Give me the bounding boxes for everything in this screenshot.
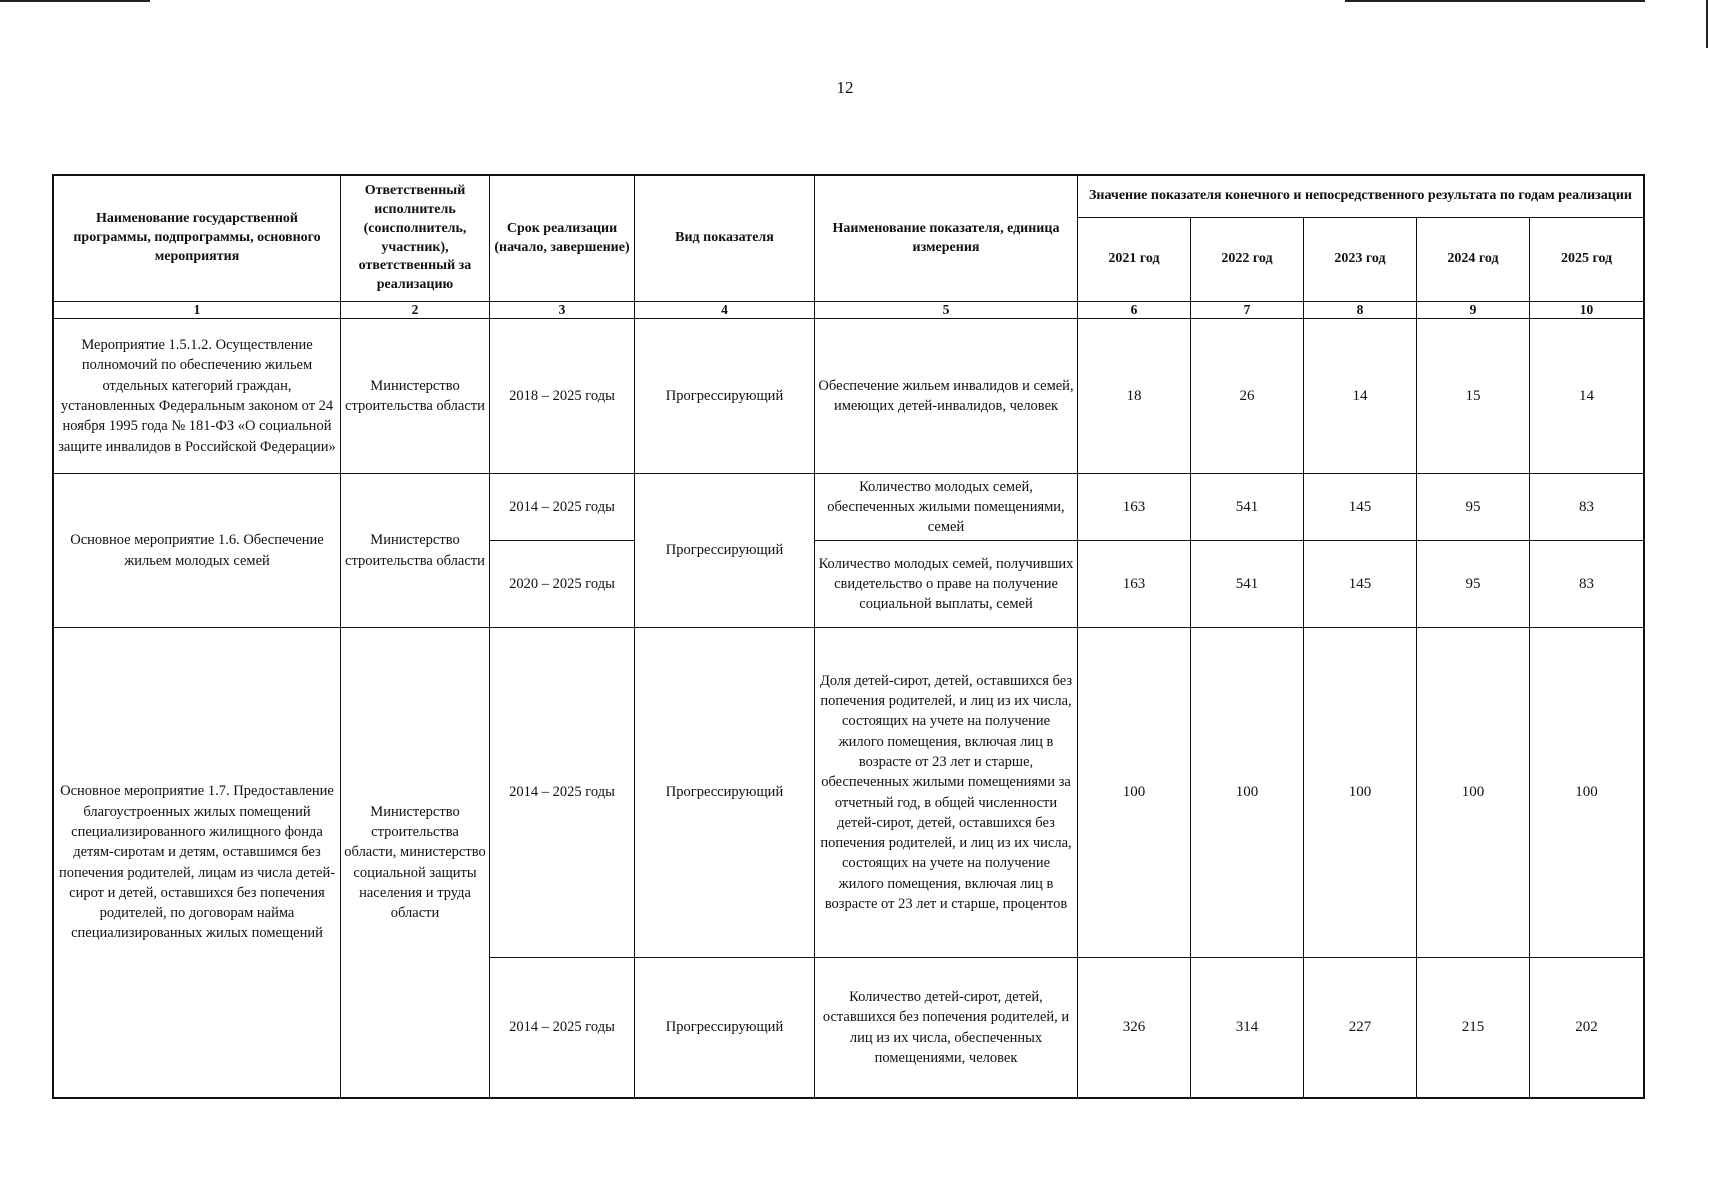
value-2024-cell: 215	[1417, 958, 1530, 1098]
value-2023-cell: 100	[1304, 628, 1417, 958]
header-values-group: Значение показателя конечного и непосредственного результата по годам реализации	[1078, 176, 1644, 218]
period-cell: 2020 – 2025 годы	[490, 541, 635, 628]
column-number: 2	[341, 302, 490, 319]
program-name-cell: Основное мероприятие 1.7. Предоставление благоустроенных жилых помещений специализированного жилищного фонда детям-сиротам и детям, оставшимся без попечения родителей, лицам из числа детей-сирот и детей, оставшихся без попечения родителей, по договорам найма специализированных жилых помещений	[54, 628, 341, 1098]
value-2024-cell: 95	[1417, 474, 1530, 541]
column-number: 9	[1417, 302, 1530, 319]
table-row	[54, 628, 1644, 958]
period-cell: 2018 – 2025 годы	[490, 319, 635, 474]
value-2021-cell: 326	[1078, 958, 1191, 1098]
value-2021-cell: 163	[1078, 541, 1191, 628]
indicator-type-cell: Прогрессирующий	[635, 474, 815, 628]
header-indicator-name: Наименование показателя, единица измерения	[815, 176, 1078, 302]
value-2025-cell: 14	[1530, 319, 1644, 474]
header-program-name: Наименование государственной программы, подпрограммы, основного мероприятия	[54, 176, 341, 302]
indicator-name-cell: Количество детей-сирот, детей, оставшихся без попечения родителей, и лиц из их числа, обеспеченных помещениями, человек	[815, 958, 1078, 1098]
indicator-name-cell: Доля детей-сирот, детей, оставшихся без попечения родителей, и лиц из их числа, состоящих на учете на получение жилого помещения, включая лиц в возрасте от 23 лет и старше, обеспеченных жилыми помещениями за отчетный год, в общей численности детей-сирот, детей, оставшихся без попечения родителей, и лиц из их числа, состоящих на учете на получение жилого помещения, включая лиц в возрасте от 23 лет и старше, процентов	[815, 628, 1078, 958]
value-2023-cell: 145	[1304, 474, 1417, 541]
executor-cell: Министерство строительства области, министерство социальной защиты населения и труда области	[341, 628, 490, 1098]
page-number: 12	[836, 78, 854, 97]
value-2022-cell: 314	[1191, 958, 1304, 1098]
value-2022-cell: 541	[1191, 474, 1304, 541]
column-number: 7	[1191, 302, 1304, 319]
header-year-2023: 2023 год	[1304, 218, 1417, 302]
indicator-type-cell: Прогрессирующий	[635, 958, 815, 1098]
value-2024-cell: 100	[1417, 628, 1530, 958]
program-name-cell: Основное мероприятие 1.6. Обеспечение жильем молодых семей	[54, 474, 341, 628]
value-2023-cell: 14	[1304, 319, 1417, 474]
indicator-name-cell: Обеспечение жильем инвалидов и семей, имеющих детей-инвалидов, человек	[815, 319, 1078, 474]
header-year-2021: 2021 год	[1078, 218, 1191, 302]
value-2021-cell: 163	[1078, 474, 1191, 541]
scan-edge-mark-top-left	[0, 0, 150, 2]
program-name-cell: Мероприятие 1.5.1.2. Осуществление полномочий по обеспечению жильем отдельных категорий граждан, установленных Федеральным законом от 24 ноября 1995 года № 181-ФЗ «О социальной защите инвалидов в Российской Федерации»	[54, 319, 341, 474]
header-year-2025: 2025 год	[1530, 218, 1644, 302]
value-2022-cell: 100	[1191, 628, 1304, 958]
indicator-name-cell: Количество молодых семей, обеспеченных жилыми помещениями, семей	[815, 474, 1078, 541]
value-2021-cell: 100	[1078, 628, 1191, 958]
indicators-table	[53, 175, 1644, 1098]
column-number: 8	[1304, 302, 1417, 319]
table-row	[54, 319, 1644, 474]
value-2021-cell: 18	[1078, 319, 1191, 474]
table-row	[54, 474, 1644, 541]
header-year-2024: 2024 год	[1417, 218, 1530, 302]
indicator-name-cell: Количество молодых семей, получивших свидетельство о праве на получение социальной выплаты, семей	[815, 541, 1078, 628]
value-2022-cell: 26	[1191, 319, 1304, 474]
period-cell: 2014 – 2025 годы	[490, 958, 635, 1098]
value-2022-cell: 541	[1191, 541, 1304, 628]
column-number: 3	[490, 302, 635, 319]
header-period: Срок реализации (начало, завершение)	[490, 176, 635, 302]
period-cell: 2014 – 2025 годы	[490, 474, 635, 541]
value-2023-cell: 227	[1304, 958, 1417, 1098]
value-2024-cell: 15	[1417, 319, 1530, 474]
column-number: 10	[1530, 302, 1644, 319]
column-number: 1	[54, 302, 341, 319]
value-2025-cell: 202	[1530, 958, 1644, 1098]
value-2023-cell: 145	[1304, 541, 1417, 628]
column-number: 4	[635, 302, 815, 319]
value-2025-cell: 83	[1530, 541, 1644, 628]
indicator-type-cell: Прогрессирующий	[635, 319, 815, 474]
header-indicator-type: Вид показателя	[635, 176, 815, 302]
column-number: 6	[1078, 302, 1191, 319]
header-year-2022: 2022 год	[1191, 218, 1304, 302]
scan-edge-mark-top-right	[1345, 0, 1645, 2]
value-2024-cell: 95	[1417, 541, 1530, 628]
column-number: 5	[815, 302, 1078, 319]
period-cell: 2014 – 2025 годы	[490, 628, 635, 958]
executor-cell: Министерство строительства области	[341, 474, 490, 628]
value-2025-cell: 100	[1530, 628, 1644, 958]
executor-cell: Министерство строительства области	[341, 319, 490, 474]
indicator-type-cell: Прогрессирующий	[635, 628, 815, 958]
value-2025-cell: 83	[1530, 474, 1644, 541]
scan-edge-mark-right	[1706, 0, 1708, 48]
header-executor: Ответственный исполнитель (соисполнитель, участник), ответственный за реализацию	[341, 176, 490, 302]
